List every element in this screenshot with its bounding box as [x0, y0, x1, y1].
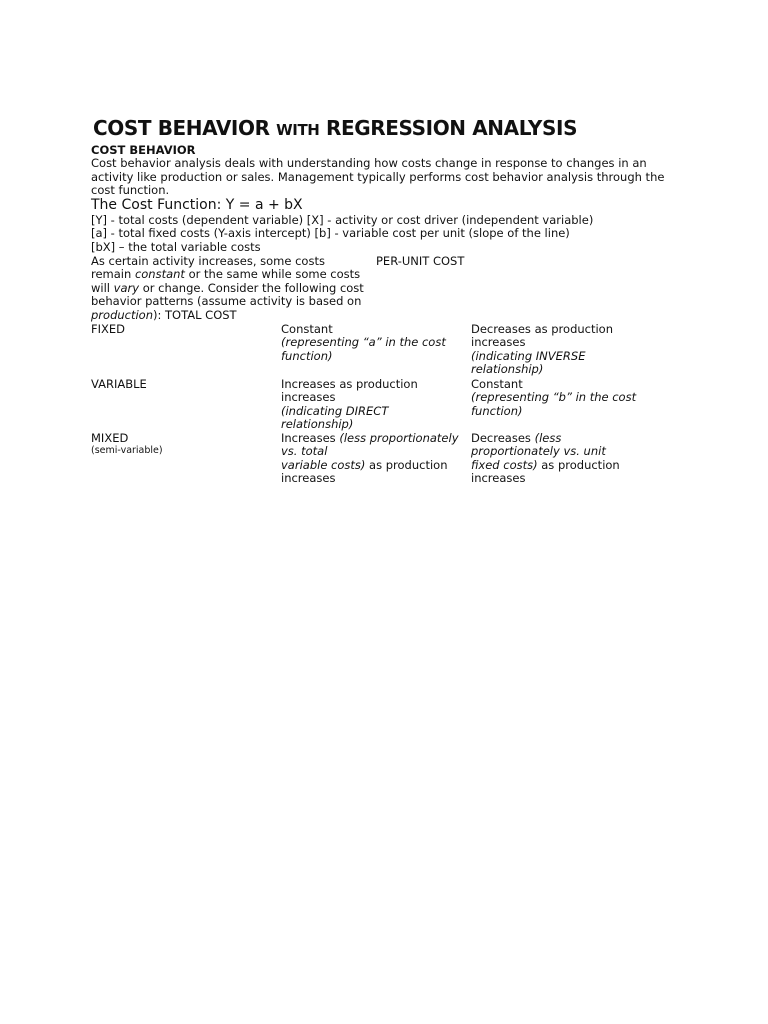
activity-text-fragment: or the same while some costs [184, 267, 361, 282]
activity-line-1: As certain activity increases, some costs [91, 253, 325, 268]
activity-emphasis-vary: vary [113, 280, 140, 295]
fixed-total-line-2: (representing “a” in the cost [281, 335, 446, 350]
fixed-unit-line-2: increases [471, 335, 526, 350]
total-cost-header: ): TOTAL COST [153, 307, 237, 322]
title-part-2: WITH [276, 121, 320, 139]
activity-text-fragment: will [91, 280, 114, 295]
mixed-unit-line-1 [471, 432, 561, 446]
mixed-total-line-2: vs. total [281, 444, 328, 459]
cost-function-formula: The Cost Function: Y = a + bX [91, 197, 303, 213]
activity-line-5 [91, 309, 237, 323]
mixed-unit-line-3 [471, 459, 620, 473]
activity-line-3 [91, 282, 364, 296]
definition-line-1: [Y] - total costs (dependent variable) [X] - activity or cost driver (independent variable) [91, 212, 594, 227]
intro-line-3: cost function. [91, 183, 170, 198]
mixed-total-line-3 [281, 459, 448, 473]
mixed-total-emphasis: (less proportionately [339, 430, 459, 445]
fixed-total-line-1: Constant [281, 321, 333, 336]
row-sublabel-semi-variable: (semi-variable) [91, 445, 163, 456]
mixed-total-fragment: Increases [281, 430, 340, 445]
intro-line-2: activity like production or sales. Management typically performs cost behavior analysis through the [91, 169, 665, 184]
activity-line-4: behavior patterns (assume activity is based on [91, 294, 362, 309]
variable-unit-line-1: Constant [471, 376, 523, 391]
mixed-unit-emphasis: fixed costs) [471, 457, 538, 472]
fixed-unit-line-4: relationship) [471, 362, 544, 377]
fixed-total-line-3: function) [281, 348, 333, 363]
mixed-total-emphasis: variable costs) [281, 457, 366, 472]
mixed-total-line-1 [281, 432, 459, 446]
row-label-fixed: FIXED [91, 321, 126, 336]
per-unit-cost-header: PER-UNIT COST [376, 253, 465, 268]
activity-emphasis-constant: constant [134, 267, 185, 282]
variable-unit-line-3: function) [471, 403, 523, 418]
fixed-unit-line-3: (indicating INVERSE [471, 348, 586, 363]
title-part-3: REGRESSION ANALYSIS [319, 116, 578, 140]
mixed-unit-line-4: increases [471, 471, 526, 486]
mixed-unit-fragment: as production [537, 457, 620, 472]
variable-unit-line-2: (representing “b” in the cost [471, 390, 637, 405]
section-heading: COST BEHAVIOR [91, 143, 196, 157]
mixed-unit-emphasis: (less [534, 430, 562, 445]
document-title [93, 116, 577, 140]
mixed-total-fragment: as production [365, 457, 448, 472]
mixed-unit-line-2: proportionately vs. unit [471, 444, 606, 459]
row-label-variable: VARIABLE [91, 376, 147, 391]
intro-line-1: Cost behavior analysis deals with understanding how costs change in response to changes in an [91, 156, 647, 170]
variable-total-line-1: Increases as production [281, 376, 418, 391]
activity-text-fragment: remain [91, 267, 135, 282]
activity-emphasis-production: production [91, 307, 154, 322]
mixed-unit-fragment: Decreases [471, 430, 535, 445]
activity-line-2 [91, 268, 360, 282]
mixed-total-line-4: increases [281, 471, 336, 486]
title-part-1: COST BEHAVIOR [93, 116, 277, 140]
fixed-unit-line-1: Decreases as production [471, 321, 614, 336]
variable-total-line-4: relationship) [281, 417, 354, 432]
definition-line-2: [a] - total fixed costs (Y-axis intercept) [b] - variable cost per unit (slope of the line) [91, 226, 570, 241]
row-label-mixed: MIXED [91, 430, 129, 445]
activity-text-fragment: or change. Consider the following cost [139, 280, 364, 295]
variable-total-line-3: (indicating DIRECT [281, 403, 389, 418]
variable-total-line-2: increases [281, 390, 336, 405]
definition-line-3: [bX] – the total variable costs [91, 239, 261, 254]
